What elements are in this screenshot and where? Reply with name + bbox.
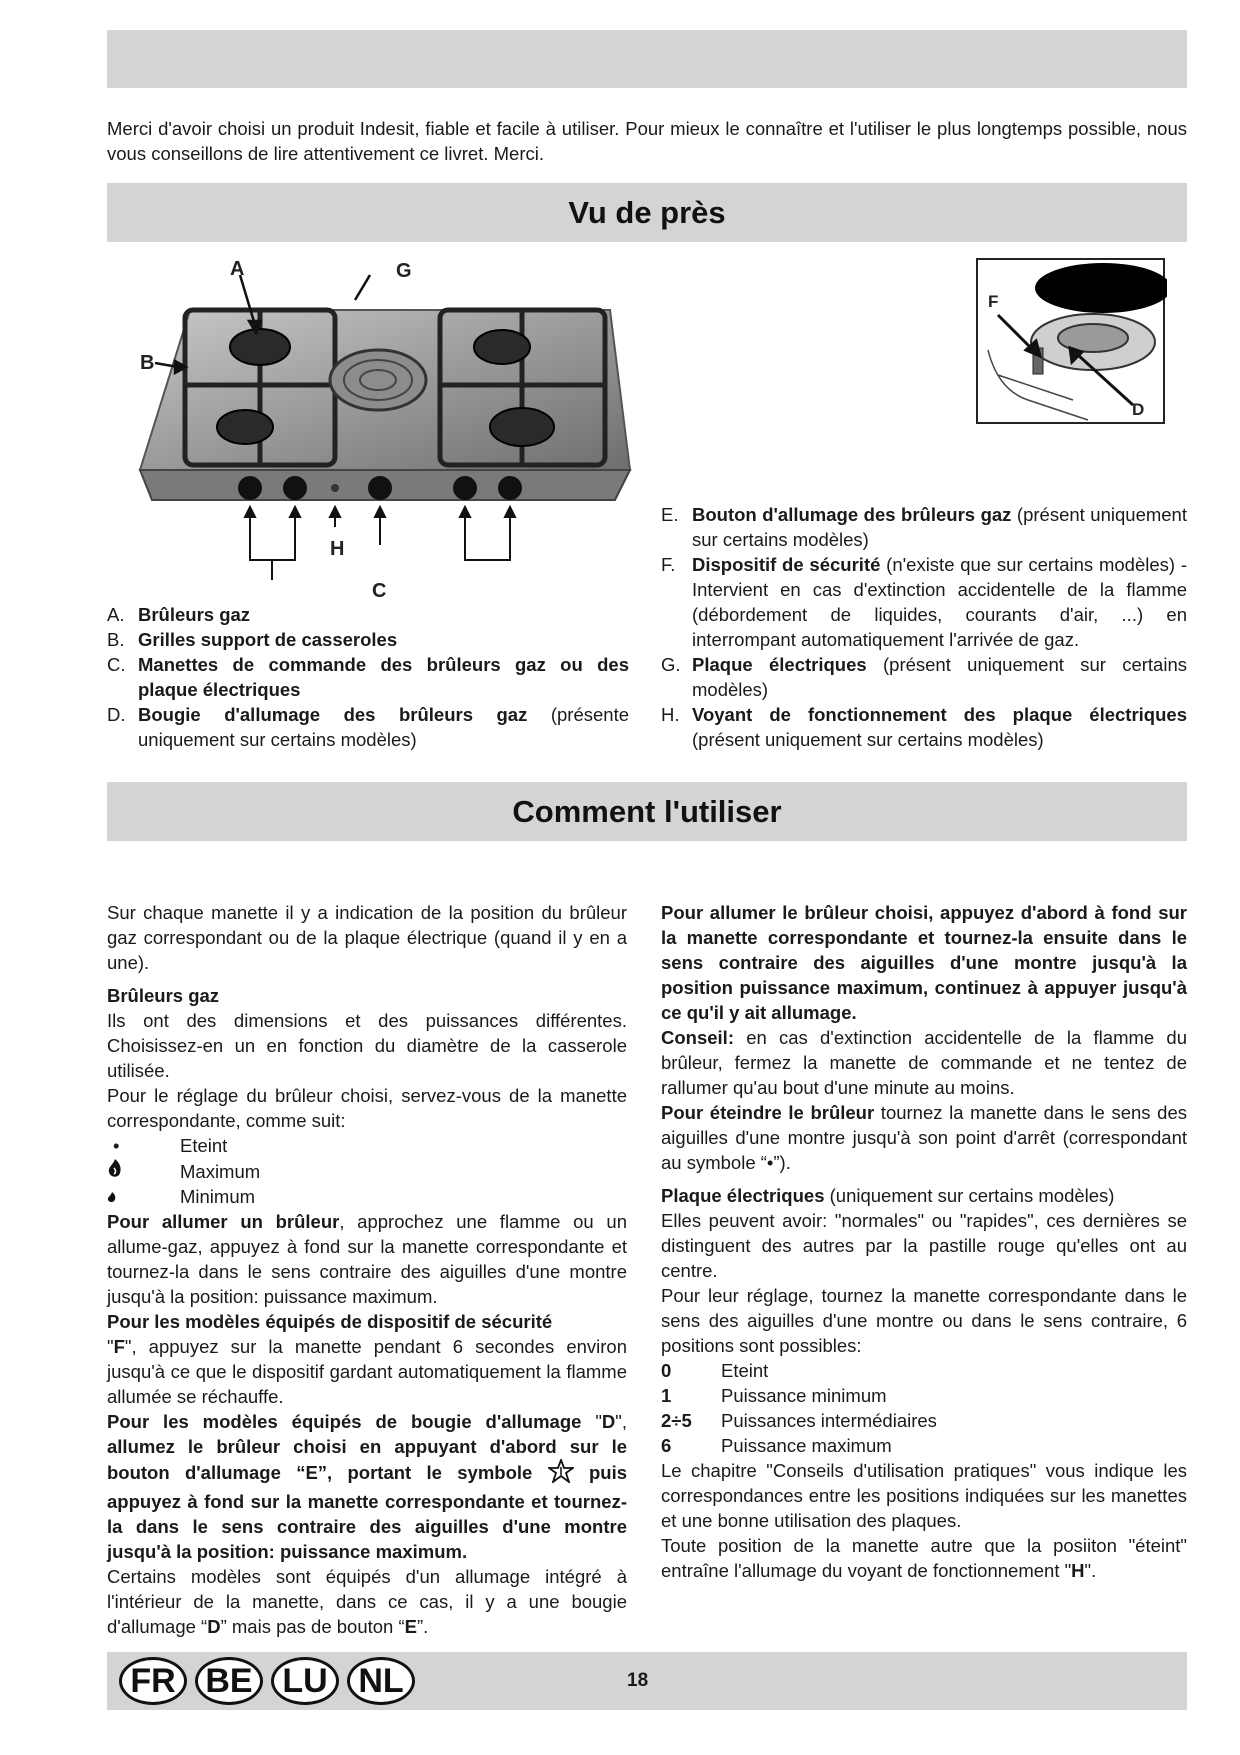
- paragraph-text: (uniquement sur certains modèles): [824, 1185, 1115, 1206]
- paragraph-text: ”.: [417, 1616, 429, 1637]
- paragraph-bold: puis appuyez à fond sur la manette correspondante et tournez-la dans le sens contraire des aiguilles d'une montre jusqu'à la position: puissance maximum.: [107, 1461, 628, 1562]
- paragraph-bold: Plaque électriques: [661, 1185, 825, 1206]
- dot-icon: •: [113, 1135, 120, 1156]
- subheading-plates: [661, 1183, 1187, 1208]
- position-label: Puissance minimum: [721, 1385, 887, 1406]
- usage-left-column: [107, 900, 627, 1639]
- legend-term: Brûleurs gaz: [138, 604, 251, 625]
- spark-icon: [548, 1459, 574, 1489]
- paragraph-bold: Pour les modèles équipés de bougie d'allumage: [107, 1411, 582, 1432]
- country-badge-nl: NL: [347, 1657, 415, 1705]
- quote: ": [107, 1336, 114, 1357]
- position-number: 0: [661, 1360, 672, 1381]
- legend-right: [661, 502, 1187, 752]
- paragraph-bold: Pour allumer le brûleur choisi, appuyez d'abord à fond sur la manette correspondante et tournez-la ensuite dans le sens contraire des aiguilles d'une montre jusqu'à la position puissance maximum, continuez à appuyer jusqu'à ce qu'il y ait allumage.: [661, 902, 1187, 1023]
- paragraph-text: Certains modèles sont équipés d'un allumage intégré à l'intérieur de la manette, dans ce cas, il y a une bougie d'allumage “: [107, 1566, 627, 1637]
- label-c: C: [372, 580, 387, 602]
- section-title-comment-utiliser: [107, 782, 1187, 841]
- paragraph-bold: Conseil:: [661, 1027, 734, 1048]
- position-row: [661, 1358, 1187, 1383]
- paragraph: [661, 1100, 1187, 1175]
- position-number: 2÷5: [661, 1410, 692, 1431]
- position-number: 6: [661, 1435, 672, 1456]
- ref-d: D: [601, 1411, 616, 1432]
- legend-letter: E.: [661, 504, 679, 525]
- ref-d: D: [207, 1616, 221, 1637]
- paragraph: Le chapitre "Conseils d'utilisation pratiques" vous indique les correspondances entre les positions indiquées sur les manettes et une bonne utilisation des plaques.: [661, 1460, 1187, 1531]
- legend-item: [661, 702, 1187, 752]
- usage-right-column: [661, 900, 1187, 1583]
- paragraph-text: Toute position de la manette autre que la posiiton "éteint" entraîne l'allumage du voyant de fonctionnement ": [661, 1535, 1187, 1581]
- paragraph: Pour le réglage du brûleur choisi, servez-vous de la manette correspondante, comme suit:: [107, 1085, 627, 1131]
- legend-letter: D.: [107, 704, 126, 725]
- legend-desc: (présent uniquement sur certains modèles): [692, 729, 1044, 750]
- legend-item: [107, 602, 629, 627]
- paragraph-text: , approchez une flamme ou un allume-gaz, appuyez à fond sur la manette correspondante et tournez-la dans le sens contraire des aiguilles d'une montre jusqu'à la position: puissance maximum.: [107, 1211, 627, 1307]
- label-b: B: [140, 352, 155, 374]
- paragraph: [661, 1025, 1187, 1100]
- paragraph: [107, 1409, 627, 1564]
- paragraph-bold: Pour éteindre le brûleur: [661, 1102, 875, 1123]
- top-header-bar: [107, 30, 1187, 88]
- legend-term: Manettes de commande des brûleurs gaz ou des plaque électriques: [138, 654, 629, 700]
- ref-h: H: [1071, 1560, 1085, 1581]
- symbol-label: Minimum: [180, 1186, 256, 1207]
- legend-desc: (n'existe que sur certains modèles) - Intervient en cas d'extinction accidentelle de la flamme (débordement de liquides, courants d'air, ...) en interrompant automatiquement l'arrivée de gaz.: [692, 554, 1187, 650]
- position-label: Puissances intermédiaires: [721, 1410, 937, 1431]
- legend-item: [107, 652, 629, 702]
- legend-term: Bouton d'allumage des brûleurs gaz: [692, 504, 1012, 525]
- legend-term: Grilles support de casseroles: [138, 629, 398, 650]
- legend-item: [107, 627, 629, 652]
- legend-item: [107, 702, 629, 752]
- paragraph: Sur chaque manette il y a indication de la position du brûleur gaz correspondant ou de la plaque électrique (quand il y en a une).: [107, 902, 627, 973]
- legend-list-left: [107, 602, 629, 752]
- paragraph: Pour leur réglage, tournez la manette correspondante dans le sens des aiguilles d'une montre ou dans le sens contraire, 6 positions sont possibles:: [661, 1285, 1187, 1356]
- symbol-row: [107, 1184, 627, 1209]
- legend-term: Dispositif de sécurité: [692, 554, 881, 575]
- country-badge-lu: LU: [271, 1657, 339, 1705]
- position-label: Puissance maximum: [721, 1435, 892, 1456]
- paragraph-bold: allumez le brûleur choisi en appuyant d'abord sur le bouton d'allumage “E”, portant le symbole: [107, 1436, 627, 1483]
- legend-letter: F.: [661, 554, 676, 575]
- footer-bar: [107, 1652, 1187, 1710]
- section2-title: Comment l'utiliser: [512, 794, 782, 829]
- legend-item: [661, 552, 1187, 652]
- subheading-burners: Brûleurs gaz: [107, 985, 220, 1006]
- big-flame-icon: [107, 1158, 180, 1184]
- position-label: Eteint: [721, 1360, 769, 1381]
- label-f: F: [988, 292, 999, 311]
- paragraph-text: en cas d'extinction accidentelle de la flamme du brûleur, fermez la manette de commande et ne tentez de rallumer qu'au bout d'une minute au moins.: [661, 1027, 1187, 1098]
- ref-e: E: [404, 1616, 417, 1637]
- ref-f: F: [113, 1336, 125, 1357]
- paragraph: [107, 1209, 627, 1309]
- legend-letter: H.: [661, 704, 680, 725]
- country-codes: [119, 1657, 415, 1705]
- burner-detail-inset: [976, 258, 1165, 424]
- legend-term: Voyant de fonctionnement des plaque électriques: [692, 704, 1187, 725]
- symbol-row: [107, 1158, 627, 1184]
- paragraph-text: ".: [1084, 1560, 1097, 1581]
- paragraph-text: ", appuyez sur la manette pendant 6 secondes environ jusqu'à ce que le dispositif gardant automatiquement la flamme allumée se réchauffe.: [107, 1336, 627, 1407]
- paragraph: Ils ont des dimensions et des puissances différentes. Choisissez-en un en fonction du diamètre de la casserole utilisée.: [107, 1010, 627, 1081]
- section-title-vu-de-pres: [107, 183, 1187, 242]
- label-g: G: [396, 260, 412, 282]
- paragraph: [107, 1309, 627, 1409]
- small-flame-icon: [107, 1184, 180, 1209]
- paragraph: [661, 1533, 1187, 1583]
- position-number: 1: [661, 1385, 672, 1406]
- legend-term: Plaque électriques: [692, 654, 867, 675]
- legend-item: [661, 502, 1187, 552]
- paragraph: Elles peuvent avoir: "normales" ou "rapides", ces dernières se distinguent des autres par la pastille rouge qu'elles ont au centre.: [661, 1210, 1187, 1281]
- quote: ": [581, 1411, 602, 1432]
- paragraph-bold: Pour les modèles équipés de dispositif de sécurité: [107, 1311, 553, 1332]
- label-h: H: [330, 538, 345, 560]
- country-badge-fr: FR: [119, 1657, 187, 1705]
- legend-item: [661, 652, 1187, 702]
- country-badge-be: BE: [195, 1657, 263, 1705]
- legend-letter: C.: [107, 654, 126, 675]
- paragraph: [107, 1564, 627, 1639]
- label-d: D: [1132, 400, 1145, 419]
- paragraph-text: tournez la manette dans le sens des aiguilles d'une montre jusqu'à son point d'arrêt (correspondant au symbole “•”).: [661, 1102, 1187, 1173]
- quote: ",: [615, 1411, 627, 1432]
- symbol-label: Maximum: [180, 1160, 261, 1182]
- page-number: 18: [627, 1670, 649, 1691]
- symbol-row: [107, 1133, 627, 1158]
- legend-term: Bougie d'allumage des brûleurs gaz: [138, 704, 528, 725]
- section1-title: Vu de près: [568, 195, 726, 230]
- position-row: [661, 1408, 1187, 1433]
- legend-letter: G.: [661, 654, 681, 675]
- legend-letter: A.: [107, 604, 125, 625]
- legend-list-right: [661, 502, 1187, 752]
- paragraph-bold: Pour allumer un brûleur: [107, 1211, 340, 1232]
- legend-desc: (présent uniquement sur certains modèles): [692, 504, 1187, 550]
- legend-left: [107, 602, 629, 752]
- position-row: [661, 1383, 1187, 1408]
- legend-letter: B.: [107, 629, 125, 650]
- label-a: A: [230, 258, 245, 280]
- symbol-label: Eteint: [180, 1135, 228, 1156]
- paragraph-text: ” mais pas de bouton “: [220, 1616, 405, 1637]
- position-row: [661, 1433, 1187, 1458]
- cooktop-illustration: [130, 255, 650, 615]
- legend-desc: (présente uniquement sur certains modèles): [138, 704, 630, 750]
- intro-text: Merci d'avoir choisi un produit Indesit, fiable et facile à utiliser. Pour mieux le connaître et l'utiliser le plus longtemps possible, nous vous conseillons de lire attentivement ce livret. Merci.: [107, 118, 1187, 164]
- legend-desc: (présent uniquement sur certains modèles): [692, 654, 1187, 700]
